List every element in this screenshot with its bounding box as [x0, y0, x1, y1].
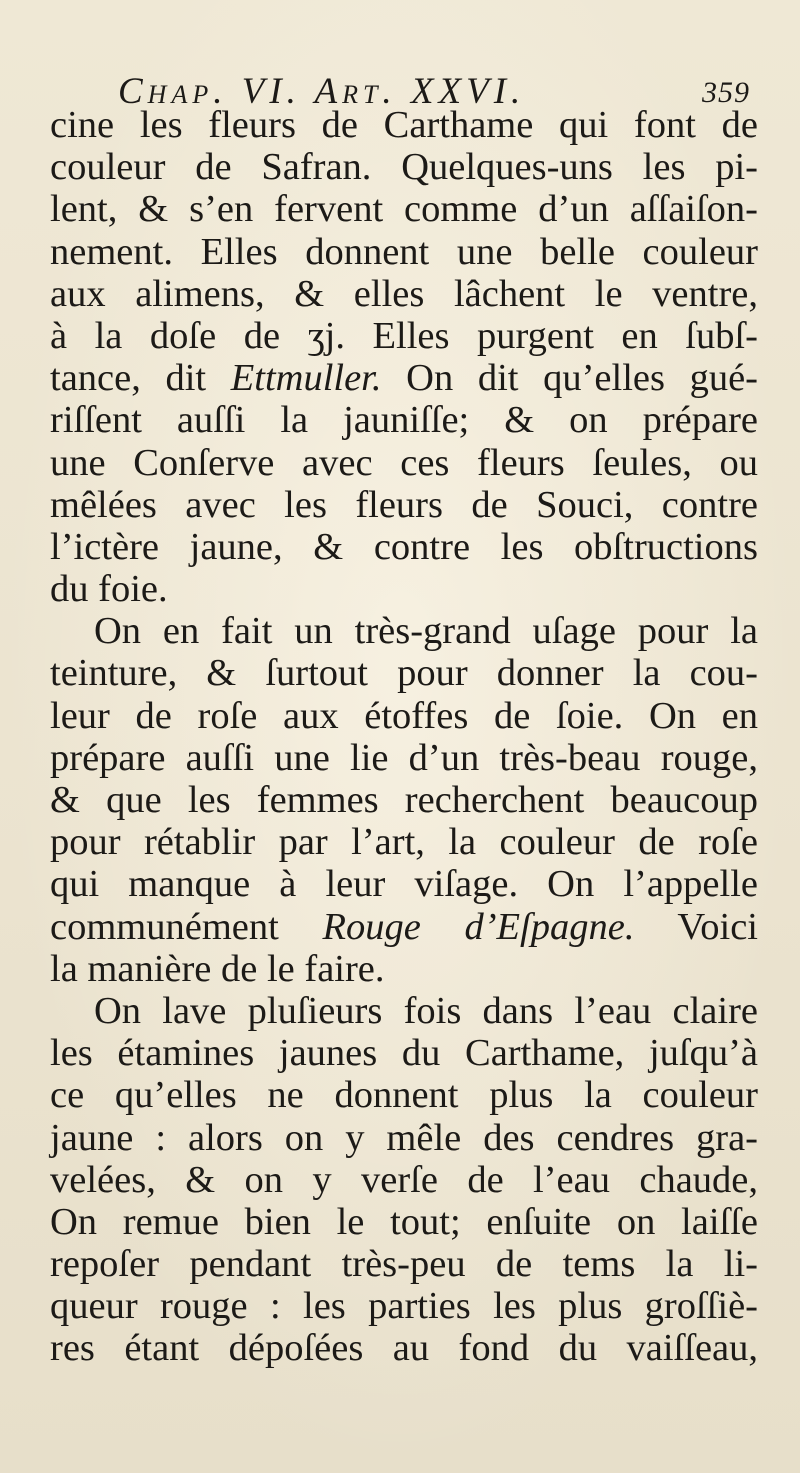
- text-line: riſſent auſſi la jauniſſe; & on prépare: [50, 399, 758, 442]
- text-line: On remue bien le tout; enſuite on laiſſe: [50, 1200, 758, 1243]
- text-line: qui manque à leur viſage. On l’appelle: [50, 863, 758, 906]
- text-line: à la doſe de ʒj. Elles purgent en ſubſ-: [50, 314, 758, 357]
- text-line: couleur de Safran. Quelques-uns les pi-: [50, 146, 758, 189]
- text-line: la manière de le faire.: [50, 947, 385, 990]
- text-line: queur rouge : les parties les plus groſſiè-: [50, 1285, 758, 1328]
- text-line: ce qu’elles ne donnent plus la couleur: [50, 1074, 758, 1117]
- text-line: nement. Elles donnent une belle couleur: [50, 230, 758, 273]
- text-line: aux alimens, & elles lâchent le ventre,: [50, 272, 758, 315]
- text-line: res étant dépoſées au fond du vaiſſeau,: [50, 1327, 758, 1370]
- text-run: Voici: [634, 905, 758, 948]
- body-text: [50, 104, 758, 1370]
- text-run: communément: [50, 905, 323, 948]
- text-line: leur de roſe aux étoffes de ſoie. On en: [50, 694, 758, 737]
- text-line: les étamines jaunes du Carthame, juſqu’à: [50, 1032, 758, 1075]
- italic-run: Ettmuller.: [230, 357, 382, 400]
- text-line: On lave pluſieurs fois dans l’eau claire: [94, 989, 758, 1032]
- text-line: une Conſerve avec ces fleurs ſeules, ou: [50, 441, 758, 484]
- text-line: [50, 357, 758, 399]
- text-line: l’ictère jaune, & contre les obſtructions: [50, 525, 758, 568]
- running-head: Chap. VI. Art. XXVI.: [118, 71, 526, 112]
- text-line: [50, 906, 758, 948]
- text-line: velées, & on y verſe de l’eau chaude,: [50, 1158, 758, 1201]
- text-line: jaune : alors on y mêle des cendres gra-: [50, 1116, 758, 1159]
- text-line: On en fait un très-grand uſage pour la: [94, 610, 758, 653]
- text-line: teinture, & ſurtout pour donner la cou-: [50, 652, 758, 695]
- text-line: & que les femmes recherchent beaucoup: [50, 779, 758, 821]
- text-line: mêlées avec les fleurs de Souci, contre: [50, 483, 758, 526]
- text-run: On dit qu’elles gué-: [381, 357, 758, 400]
- text-run: tance, dit: [50, 357, 231, 400]
- text-line: pour rétablir par l’art, la couleur de roſe: [50, 821, 758, 864]
- text-line: repoſer pendant très-peu de tems la li-: [50, 1243, 758, 1286]
- text-line: du foie.: [50, 568, 168, 611]
- text-line: cine les fleurs de Carthame qui font de: [50, 104, 758, 146]
- text-line: prépare auſſi une lie d’un très-beau rouge,: [50, 736, 758, 779]
- text-line: lent, & s’en fervent comme d’un aſſaiſon-: [50, 188, 758, 231]
- page-number: 359: [702, 76, 750, 109]
- italic-run: Rouge d’Eſpagne.: [322, 905, 635, 948]
